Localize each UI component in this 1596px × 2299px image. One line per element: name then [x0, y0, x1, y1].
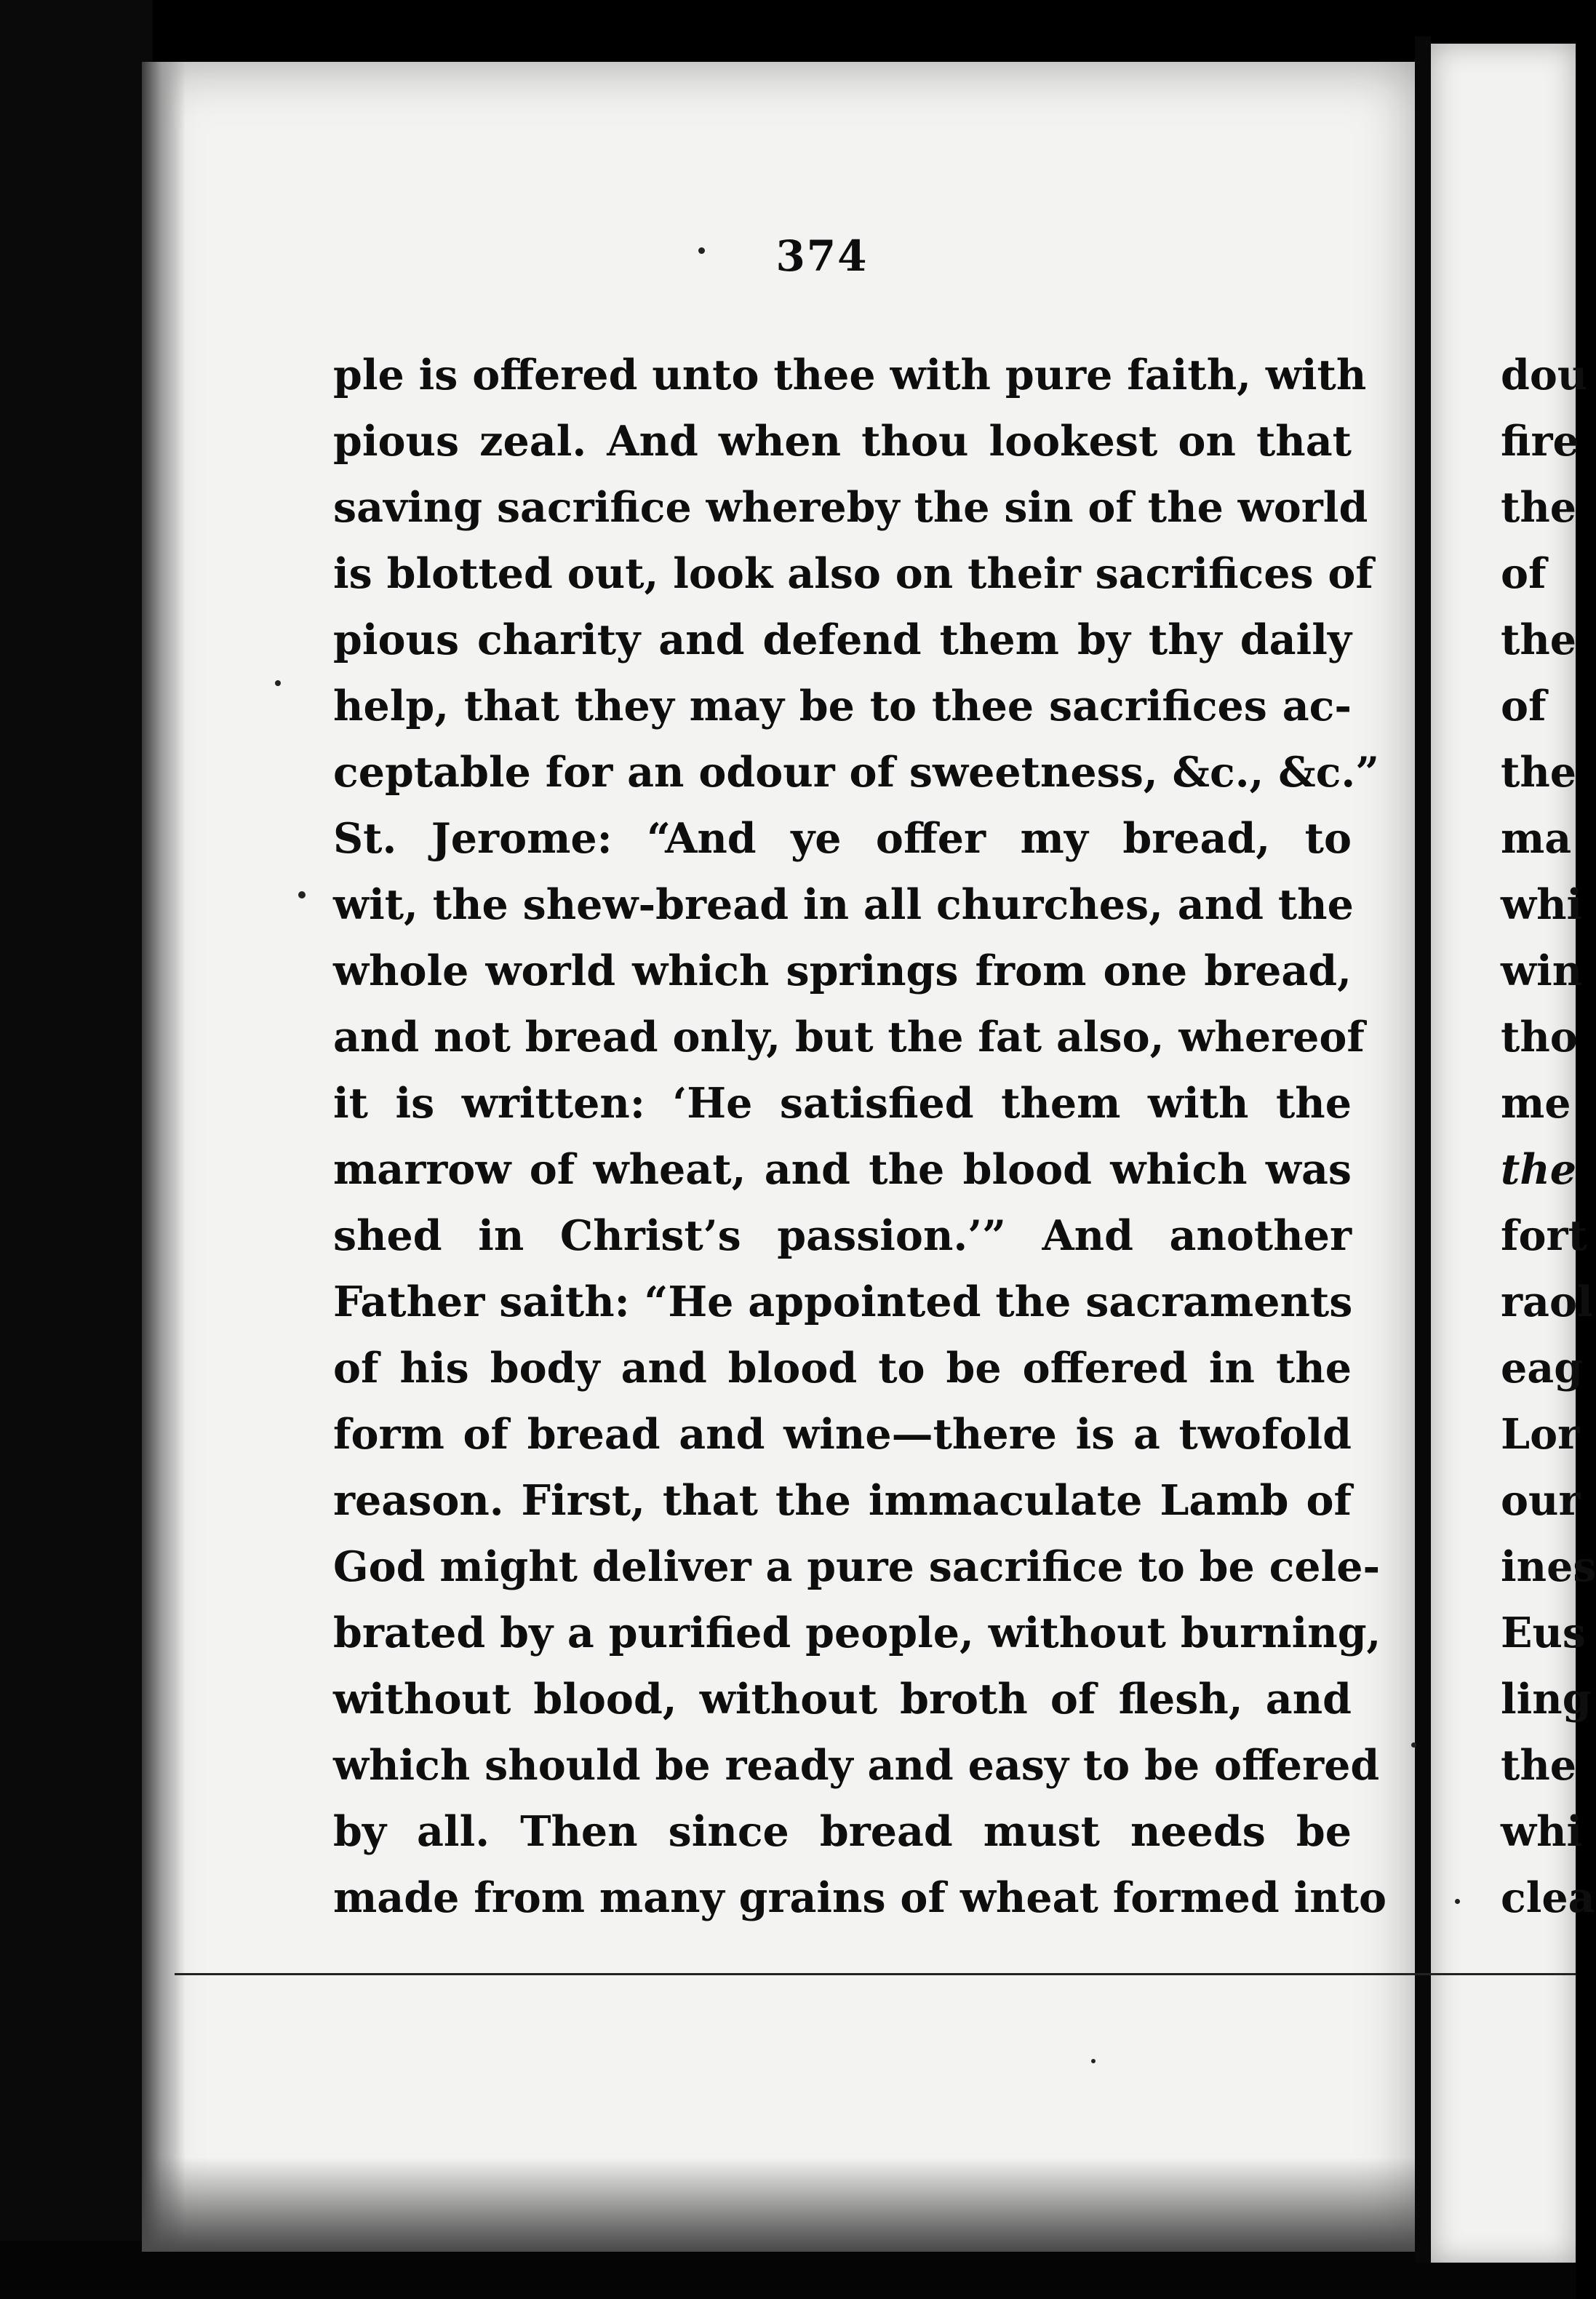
- scan-border-left: [0, 0, 153, 2299]
- facing-page-line-fragment: fire: [1501, 417, 1579, 466]
- facing-page-line-fragment: Eus: [1501, 1609, 1586, 1657]
- facing-page-line-fragment: tho: [1501, 1013, 1578, 1061]
- facing-page-line-fragment: our: [1501, 1476, 1581, 1525]
- text-line: pious charity and defend them by thy daily: [333, 615, 1352, 664]
- text-line: help, that they may be to thee sacrifices ac-: [333, 682, 1352, 730]
- text-line: and not bread only, but the fat also, whereof: [333, 1013, 1365, 1061]
- facing-page-line-fragment: fort: [1501, 1211, 1587, 1260]
- facing-page-line-fragment: the: [1501, 748, 1577, 797]
- text-line: whole world which springs from one bread,: [333, 947, 1352, 995]
- text-line: ple is offered unto thee with pure faith, with: [333, 351, 1367, 399]
- scan-speck: [1091, 2059, 1096, 2063]
- text-line: Father saith: “He appointed the sacraments: [333, 1278, 1353, 1326]
- facing-page-line-fragment: eag: [1501, 1344, 1584, 1392]
- page-number: 374: [775, 231, 869, 281]
- facing-page-line-fragment: Lor: [1501, 1410, 1580, 1459]
- scan-speck: [275, 680, 281, 686]
- facing-page-line-fragment: of: [1501, 549, 1547, 598]
- facing-page-line-fragment: the: [1501, 615, 1577, 664]
- facing-page-line-fragment: win: [1501, 947, 1583, 995]
- text-line: ceptable for an odour of sweetness, &c., &c.”: [333, 748, 1380, 797]
- facing-page-line-fragment: whi: [1501, 880, 1583, 929]
- facing-page-line-fragment: ling: [1501, 1675, 1592, 1724]
- text-line: marrow of wheat, and the blood which was: [333, 1145, 1352, 1194]
- text-line: which should be ready and easy to be offered: [333, 1741, 1380, 1790]
- facing-page-line-fragment: the: [1501, 483, 1577, 532]
- facing-page-line-fragment: raol: [1501, 1278, 1593, 1326]
- text-line: of his body and blood to be offered in the: [333, 1344, 1352, 1392]
- text-line: made from many grains of wheat formed into: [333, 1873, 1386, 1922]
- text-line: is blotted out, look also on their sacrifices of: [333, 549, 1373, 598]
- bottom-rule-line: [175, 1973, 1576, 1975]
- scan-border-top: [0, 0, 1576, 51]
- facing-page-line-fragment: the: [1501, 1145, 1577, 1194]
- facing-page-text-fragment: [1501, 342, 1596, 1931]
- text-line: by all. Then since bread must needs be: [333, 1807, 1352, 1856]
- facing-page-line-fragment: ines: [1501, 1542, 1596, 1591]
- text-line: St. Jerome: “And ye offer my bread, to: [333, 814, 1352, 863]
- book-gutter: [1415, 36, 1431, 2263]
- text-line: form of bread and wine—there is a twofold: [333, 1410, 1352, 1459]
- facing-page-line-fragment: ma: [1501, 814, 1572, 863]
- page-body-text: [333, 342, 1386, 1931]
- facing-page-line-fragment: clea: [1501, 1873, 1595, 1922]
- text-line: it is written: ‘He satisfied them with the: [333, 1079, 1352, 1128]
- text-line: shed in Christ’s passion.’” And another: [333, 1211, 1352, 1260]
- scan-speck: [1411, 1742, 1416, 1748]
- text-line: pious zeal. And when thou lookest on that: [333, 417, 1352, 466]
- scan-speck: [698, 247, 705, 254]
- text-line: reason. First, that the immaculate Lamb of: [333, 1476, 1352, 1525]
- facing-page-line-fragment: of: [1501, 682, 1547, 730]
- scan-speck: [1455, 1899, 1460, 1904]
- facing-page-line-fragment: whi: [1501, 1807, 1583, 1856]
- text-line: brated by a purified people, without burning,: [333, 1609, 1381, 1657]
- facing-page-line-fragment: me: [1501, 1079, 1571, 1128]
- text-line: saving sacrifice whereby the sin of the world: [333, 483, 1368, 532]
- facing-page-line-fragment: dou: [1501, 351, 1588, 399]
- text-line: wit, the shew-bread in all churches, and the: [333, 880, 1354, 929]
- text-line: without blood, without broth of flesh, and: [333, 1675, 1352, 1724]
- facing-page-line-fragment: the: [1501, 1741, 1577, 1790]
- text-line: God might deliver a pure sacrifice to be cele-: [333, 1542, 1381, 1591]
- scan-speck: [298, 891, 306, 899]
